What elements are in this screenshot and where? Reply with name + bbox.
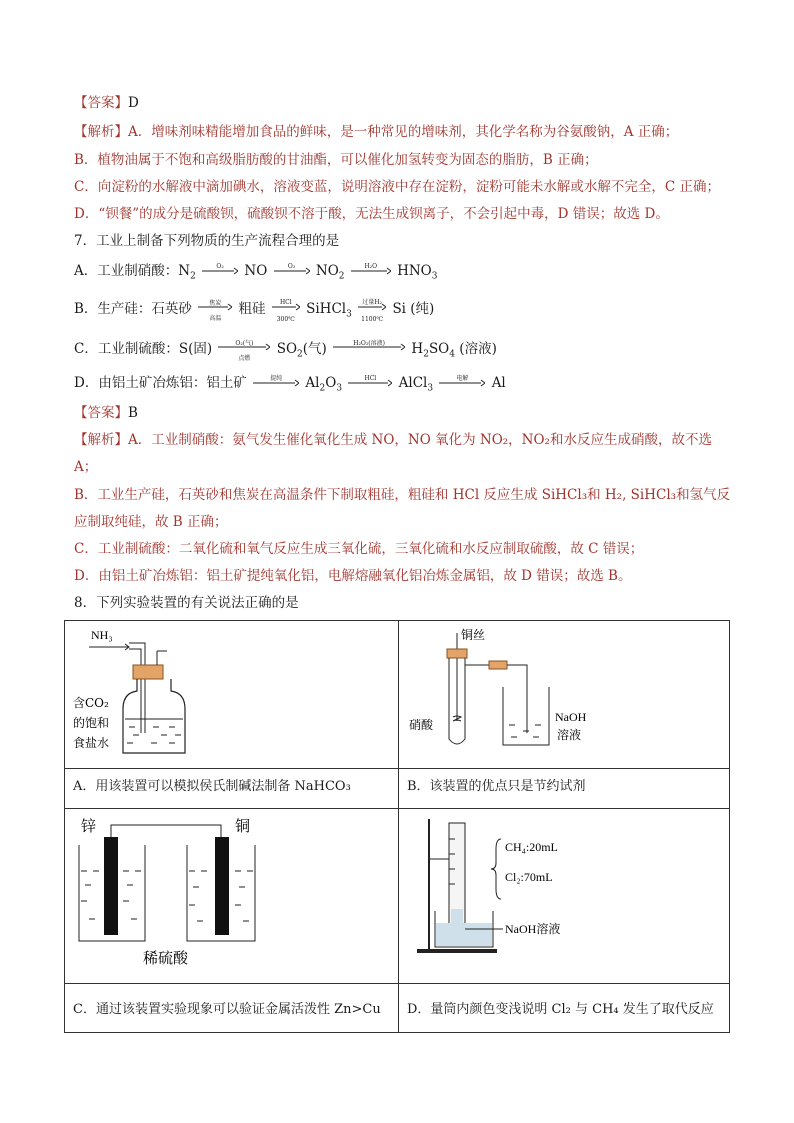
arrow-label: O₂ (216, 263, 224, 270)
species: 粗硅 (238, 301, 266, 317)
caption-c: C．通过该装置实验现象可以验证金属活泼性 Zn>Cu (73, 1002, 381, 1017)
cell-a-figure (65, 621, 399, 769)
arrow-label: 电解 (456, 375, 469, 382)
species: Al (491, 375, 506, 391)
arrow-label: 焦炭 (209, 300, 222, 307)
apparatus-a-diagram (65, 621, 398, 764)
wire-label: 铜丝 (461, 628, 486, 642)
species: HNO (397, 263, 432, 279)
q7-option-b: B．生产硅：石英砂 焦炭 高温 粗硅 HCl 300℃ SiHCl$_3$ 过量H₂ 1100℃ Si (纯) (74, 300, 434, 324)
q7-analysis-d: D．由铝土矿冶炼铝：铝土矿提纯氧化铝，电解熔融氧化铝冶炼金属铝，故 D 错误；故选 B。 (74, 568, 632, 584)
option-d-prefix: D．由铝土矿冶炼铝：铝土矿 (74, 375, 247, 391)
answer-tag: 【答案】 (74, 405, 128, 421)
acid-label: 稀硫酸 (143, 949, 189, 967)
apparatus-b-diagram (399, 621, 729, 764)
q7-analysis-a1 (74, 431, 712, 449)
analysis-tag: 【解析】 (74, 432, 128, 448)
q6-analysis-c: C．向淀粉的水解液中滴加碘水，溶液变蓝，说明溶液中存在淀粉，淀粉可能未水解或水解不完全，C 正确； (74, 179, 720, 195)
ch4-label: CH₄:20mL (505, 840, 558, 854)
zinc-electrode (104, 837, 118, 935)
q7-stem: 7．工业上制备下列物质的生产流程合理的是 (74, 233, 340, 249)
species: SO (428, 341, 450, 357)
option-c-prefix: C．工业制硫酸：S(固) (74, 341, 213, 357)
q6-analysis-d: D．“钡餐”的成分是硫酸钡，硫酸钡不溶于酸，无法生成钡离子，不会引起中毒，D 错误；故选 D。 (74, 206, 669, 222)
arrow-label: 300℃ (276, 316, 295, 323)
apparatus-d-diagram (399, 809, 729, 979)
species-state: (溶液) (459, 341, 497, 357)
arrow-label: H₂O₂(溶液) (353, 340, 385, 347)
cell-c-caption (65, 984, 399, 1033)
naoh-label: NaOH溶液 (505, 922, 561, 936)
q8-stem: 8．下列实验装置的有关说法正确的是 (74, 595, 299, 611)
caption-b: B．该装置的优点只是节约试剂 (407, 779, 586, 794)
option-b-prefix: B．生产硅：石英砂 (74, 301, 192, 317)
naoh-label-1: NaOH (555, 710, 587, 724)
stand-base (417, 949, 497, 953)
gas-label: NH₃ (91, 628, 113, 642)
arrow-label: H₂O (364, 263, 378, 270)
answer-tag: 【答案】 (74, 95, 128, 111)
cell-a-caption (65, 769, 399, 809)
q7-option-c: C．工业制硫酸：S(固) O₂(气) 点燃 $SO_2$(气) H₂O₂(溶液) $H_2SO_4$ (溶液) (74, 340, 497, 364)
species-state: (气) (302, 341, 327, 357)
experiment-table (64, 620, 730, 1033)
beaker (503, 687, 549, 745)
species: Al (305, 375, 320, 391)
liquid-label-1: 含CO₂ (73, 696, 109, 710)
cell-d-caption (399, 984, 730, 1033)
q7-analysis-b1: B．工业生产硅，石英砂和焦炭在高温条件下制取粗硅，粗硅和 HCl 反应生成 SiHCl₃和 H₂, SiHCl₃和氢气反 (74, 487, 731, 503)
arrow (333, 340, 405, 359)
naoh-label-2: 溶液 (557, 728, 582, 742)
caption-a: A．用该装置可以模拟侯氏制碱法制备 NaHCO₃ (73, 779, 351, 794)
arrow-label: 高温 (209, 315, 222, 322)
analysis-text: A．增味剂味精能增加食品的鲜味，是一种常见的增味剂，其化学名称为谷氨酸钠，A 正确； (128, 124, 679, 140)
rubber-joint (489, 661, 507, 669)
arrow-label: 过量H₂ (362, 299, 382, 306)
q7-answer-line (74, 404, 138, 422)
option-a-prefix: A．工业制硝酸：N (74, 263, 191, 279)
cell-b-figure (399, 621, 730, 769)
liquid-label-2: 的饱和 (73, 716, 110, 730)
arrow (351, 262, 391, 281)
arrow (218, 340, 270, 362)
arrow-label: O₂ (287, 263, 296, 270)
liquid-label-3: 食盐水 (73, 736, 110, 750)
arrow-label: HCl (279, 299, 292, 306)
q6-answer-line (74, 94, 139, 112)
arrow-label: 点燃 (238, 355, 251, 362)
arrow (272, 299, 300, 323)
species: H (411, 341, 424, 357)
arrow-label: HCl (364, 375, 377, 382)
arrow-label: 提纯 (270, 375, 283, 382)
q6-analysis-b: B．植物油属于不饱和高级脂肪酸的甘油酯，可以催化加氢转变为固态的脂肪，B 正确； (74, 152, 598, 168)
acid-label: 硝酸 (409, 718, 434, 732)
cell-b-caption (399, 769, 730, 809)
species: SiHCl (306, 301, 347, 317)
arrow (358, 299, 386, 323)
arrow (202, 262, 238, 281)
q7-option-d: D．由铝土矿冶炼铝：铝土矿 提纯 $Al_2O_3$ HCl AlCl$_3$ 电解 Al (74, 374, 506, 398)
zinc-label: 锌 (81, 817, 97, 835)
copper-label: 铜 (235, 817, 251, 835)
gas-bottle (123, 679, 185, 753)
test-tube-stopper (447, 649, 467, 658)
arrow-label: 1100℃ (361, 316, 384, 323)
arrow (253, 374, 299, 393)
apparatus-c-diagram (65, 809, 398, 979)
cell-d-figure (399, 809, 730, 984)
species: NO (315, 263, 339, 279)
answer-value: B (128, 405, 138, 421)
arrow (439, 374, 485, 393)
q6-analysis-a (74, 123, 678, 141)
analysis-text: A．工业制硝酸：氨气发生催化氧化生成 NO，NO 氧化为 NO₂，NO₂和水反应生成硝酸，故不选 (128, 432, 712, 448)
species: O (325, 375, 337, 391)
copper-electrode (215, 837, 229, 935)
q7-analysis-b2: 应制取纯硅，故 B 正确； (74, 514, 228, 530)
species: NO (244, 263, 268, 279)
q7-analysis-c: C．工业制硫酸：二氧化硫和氧气反应生成三氧化硫，三氧化硫和水反应制取硫酸，故 C 错误； (74, 541, 644, 557)
q7-analysis-a2: A； (74, 459, 98, 475)
arrow-label: O₂(气) (235, 340, 254, 347)
species: AlCl (398, 375, 428, 391)
species: Si (纯) (392, 301, 435, 317)
arrow (274, 262, 310, 281)
arrow (198, 300, 232, 322)
species: SO (276, 341, 298, 357)
answer-value: D (128, 95, 139, 111)
rubber-stopper (133, 665, 163, 679)
analysis-tag: 【解析】 (74, 124, 128, 140)
cl2-label: Cl₂:70mL (505, 870, 553, 884)
q7-option-a: A．工业制硝酸：$N_2$ O₂ NO O₂ $NO_2$ H₂O $HNO_3$ (74, 262, 437, 286)
cell-c-figure (65, 809, 399, 984)
arrow (348, 374, 392, 393)
caption-d: D．量筒内颜色变浅说明 Cl₂ 与 CH₄ 发生了取代反应 (407, 1002, 714, 1017)
